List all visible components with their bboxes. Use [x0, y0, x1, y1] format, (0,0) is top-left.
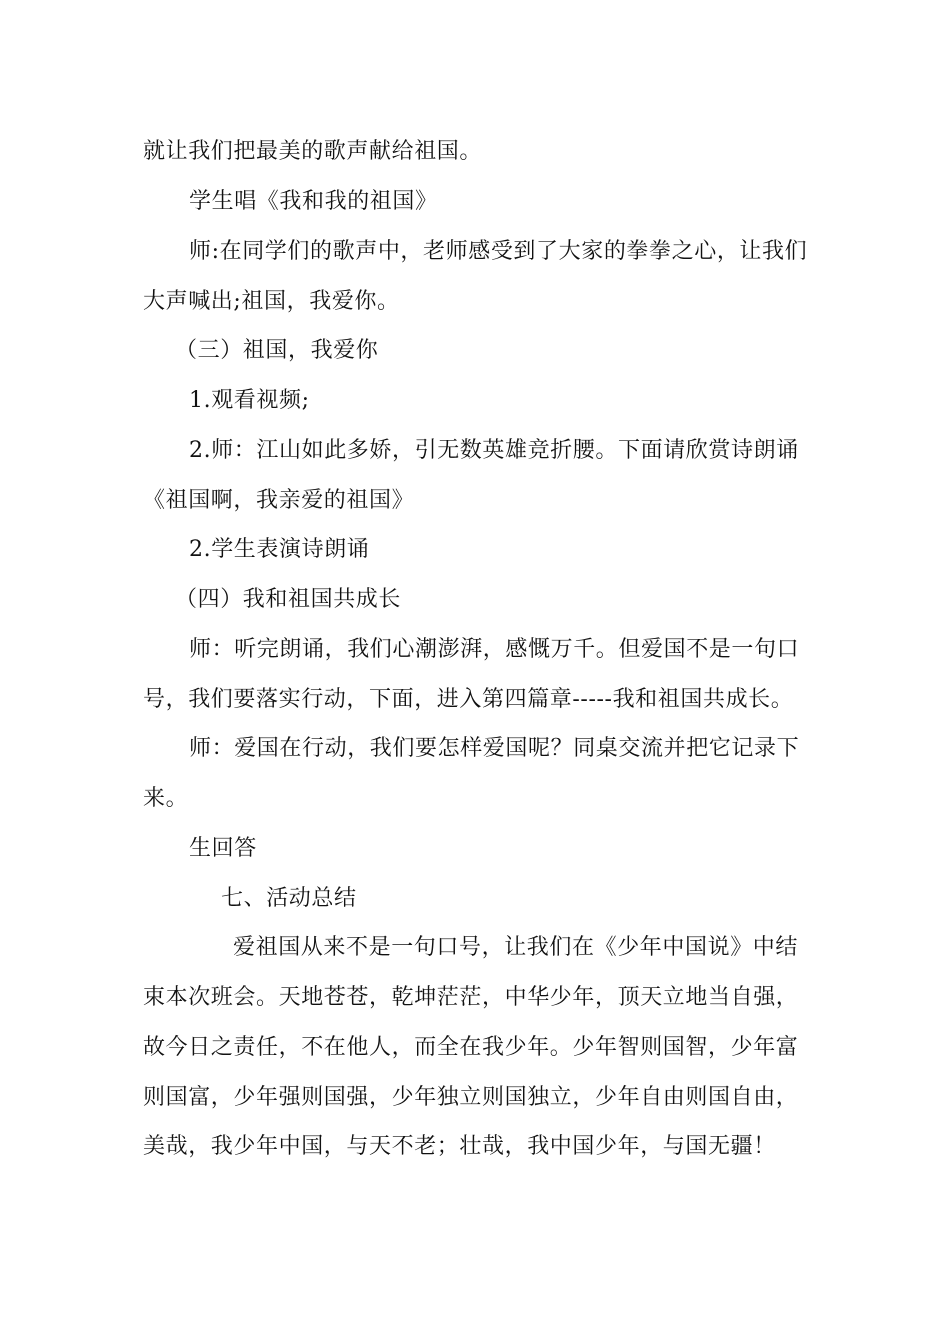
section-heading: 七、活动总结 — [221, 886, 357, 911]
text-line: 大声喊出;祖国，我爱你。 — [143, 289, 400, 314]
text-line: 2.师：江山如此多娇，引无数英雄竞折腰。下面请欣赏诗朗诵 — [189, 438, 799, 463]
text-line: 来。 — [143, 786, 189, 811]
text-line: 学生唱《我和我的祖国》 — [189, 189, 438, 214]
text-line: 师：爱国在行动，我们要怎样爱国呢？同桌交流并把它记录下 — [189, 736, 800, 761]
section-heading: （三）祖国，我爱你 — [175, 338, 379, 363]
text-line: 则国富，少年强则国强，少年独立则国独立，少年自由则国自由， — [143, 1085, 799, 1110]
section-heading: （四）我和祖国共成长 — [175, 587, 402, 612]
text-line: 爱祖国从来不是一句口号，让我们在《少年中国说》中结 — [233, 935, 799, 960]
text-line: 束本次班会。天地苍苍，乾坤茫茫，中华少年，顶天立地当自强， — [143, 985, 799, 1010]
text-line: 号，我们要落实行动，下面，进入第四篇章-----我和祖国共成长。 — [143, 687, 794, 712]
text-line: 《祖国啊，我亲爱的祖国》 — [143, 488, 415, 513]
text-line: 师：听完朗诵，我们心潮澎湃，感慨万千。但爱国不是一句口 — [189, 637, 800, 662]
text-line: 美哉，我少年中国，与天不老；壮哉，我中国少年，与国无疆！ — [143, 1134, 776, 1159]
text-line: 师:在同学们的歌声中，老师感受到了大家的拳拳之心，让我们 — [189, 239, 808, 264]
text-line: 就让我们把最美的歌声献给祖国。 — [143, 139, 483, 164]
text-line: 故今日之责任，不在他人，而全在我少年。少年智则国智，少年富 — [143, 1035, 799, 1060]
text-line: 2.学生表演诗朗诵 — [189, 537, 370, 562]
text-line: 1.观看视频; — [189, 388, 310, 413]
text-line: 生回答 — [189, 836, 257, 861]
